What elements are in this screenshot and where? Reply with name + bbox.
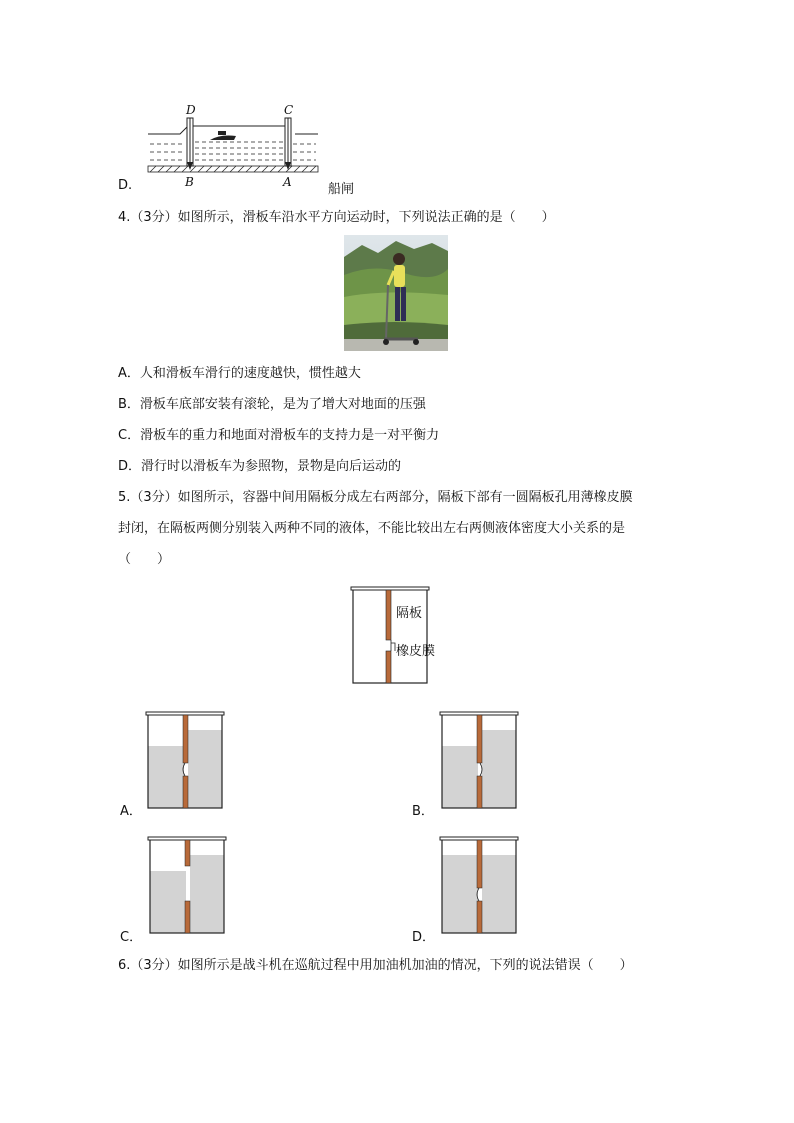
- lock-label-c: C: [284, 103, 294, 117]
- q5-option-d-label: D．: [412, 930, 436, 945]
- q3-option-d-letter: D.: [118, 178, 133, 193]
- q5-option-b-label: B．: [412, 804, 434, 819]
- q4-option-c: C．滑板车的重力和地面对滑板车的支持力是一对平衡力: [118, 428, 440, 443]
- q5-option-c-label: C．: [120, 930, 143, 945]
- label-partition: 隔板: [396, 606, 423, 621]
- q6-stem: 6.（3分）如图所示是战斗机在巡航过程中用加油机加油的情况，下列的说法错误（ ）: [118, 958, 633, 973]
- q4-option-b: B．滑板车底部安装有滚轮，是为了增大对地面的压强: [118, 397, 426, 412]
- q4-stem: 4.（3分）如图所示，滑板车沿水平方向运动时，下列说法正确的是（ ）: [118, 210, 555, 225]
- label-membrane: 橡皮膜: [396, 644, 436, 659]
- q5-option-c-figure: [148, 835, 228, 935]
- q4-option-a: A．人和滑板车滑行的速度越快，惯性越大: [118, 366, 361, 381]
- q5-stem-line2: 封闭，在隔板两侧分别装入两种不同的液体，不能比较出左右两侧液体密度大小关系的是: [118, 521, 626, 536]
- scooter-photo: [344, 235, 448, 351]
- q5-option-d-figure: [440, 835, 520, 935]
- lock-label-a: A: [283, 175, 292, 189]
- lock-label-d: D: [186, 103, 196, 117]
- lock-label-b: B: [185, 175, 194, 189]
- q4-option-d: D．滑行时以滑板车为参照物，景物是向后运动的: [118, 459, 402, 474]
- q3-option-d-caption: 船闸: [328, 182, 355, 197]
- q5-option-a-figure: [146, 710, 226, 810]
- q5-option-b-figure: [440, 710, 520, 810]
- q5-stem-line1: 5.（3分）如图所示，容器中间用隔板分成左右两部分，隔板下部有一圆隔板孔用薄橡皮膜: [118, 490, 633, 505]
- q5-stem-line3: （ ）: [118, 552, 171, 567]
- ship-lock-figure: [140, 100, 330, 192]
- q5-option-a-label: A．: [120, 804, 142, 819]
- partition-container-figure: [350, 585, 450, 687]
